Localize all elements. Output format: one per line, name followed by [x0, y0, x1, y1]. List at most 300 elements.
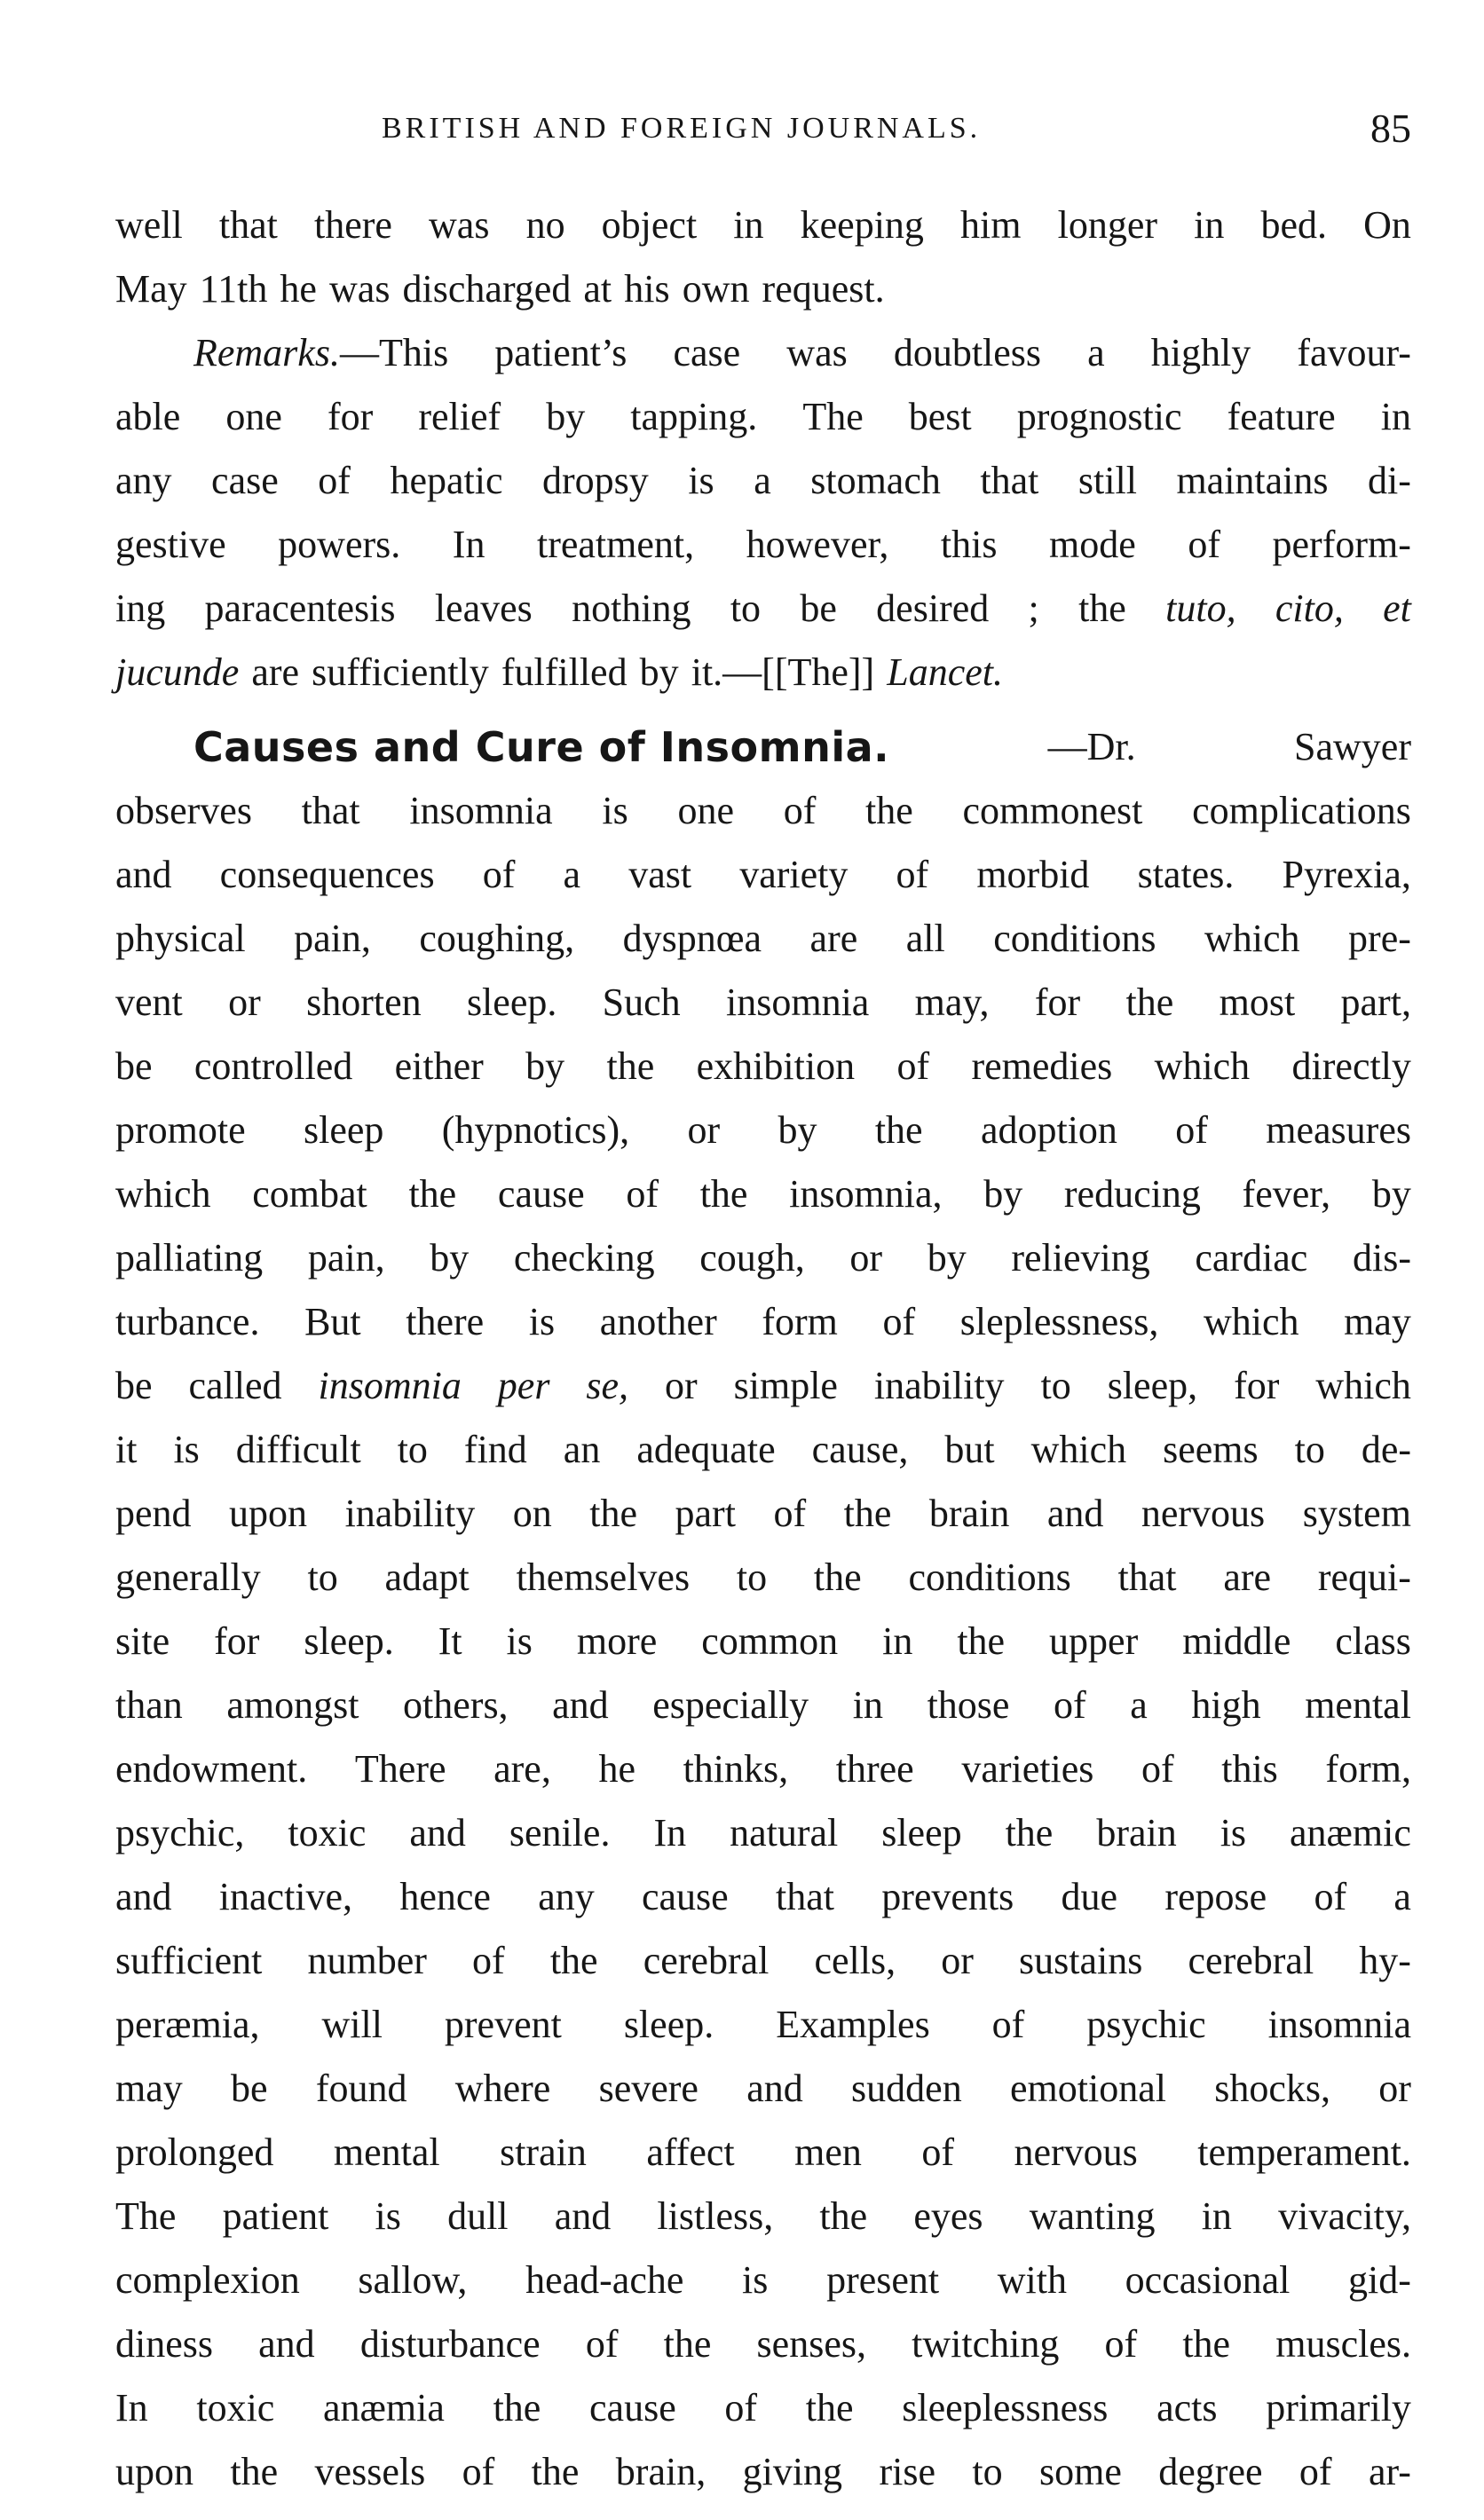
word: that: [1117, 1555, 1177, 1599]
word: occasional: [1125, 2258, 1291, 2302]
word: the: [1125, 980, 1174, 1024]
word: of: [1188, 523, 1220, 566]
word: dull: [447, 2194, 509, 2238]
word: a: [1130, 1683, 1148, 1727]
word: or: [941, 1939, 974, 1982]
word: the: [843, 1492, 892, 1535]
word: primarily: [1266, 2386, 1411, 2429]
word: be: [231, 2067, 268, 2110]
word: is: [528, 1300, 556, 1343]
word: for: [327, 395, 374, 438]
word: sleep.: [466, 980, 557, 1024]
word: morbid: [976, 853, 1090, 896]
word: May: [115, 267, 187, 311]
word: is: [375, 2194, 401, 2238]
word: are: [251, 650, 300, 694]
word: there: [406, 1300, 485, 1343]
word: It: [438, 1619, 462, 1663]
word: the: [819, 2194, 868, 2238]
word: conditions: [993, 917, 1156, 960]
word: anæmic: [1290, 1811, 1411, 1855]
word: for: [1034, 980, 1081, 1024]
word: however,: [746, 523, 889, 566]
word: a: [754, 459, 771, 502]
word: adequate: [636, 1428, 776, 1471]
text-line: [115, 971, 1411, 1035]
word: insomnia: [318, 1364, 462, 1407]
word: feature: [1227, 395, 1336, 438]
word: exhibition: [696, 1044, 856, 1088]
word: Pyrexia,: [1282, 853, 1411, 896]
word: high: [1191, 1683, 1261, 1727]
word: was: [329, 267, 391, 311]
word: ar-: [1368, 2450, 1411, 2493]
word: of: [896, 853, 929, 896]
word: of: [783, 789, 817, 832]
word: in: [1194, 203, 1225, 247]
word: that: [980, 459, 1039, 502]
text-line: [115, 843, 1411, 907]
word: patient’s: [494, 331, 628, 374]
word: degree: [1158, 2450, 1263, 2493]
text-line: [115, 907, 1411, 971]
word: Such: [602, 980, 681, 1024]
text-line: [115, 2440, 1411, 2504]
word: in: [1380, 395, 1411, 438]
text-line: [115, 1354, 1411, 1418]
word: measures: [1266, 1108, 1411, 1152]
word: nothing: [572, 587, 691, 630]
word: and: [115, 853, 172, 896]
word: in: [1201, 2194, 1232, 2238]
word: mental: [333, 2130, 440, 2174]
word: themselves: [516, 1555, 691, 1599]
word: of: [626, 1172, 659, 1216]
word: a: [1393, 1875, 1411, 1918]
word: to: [307, 1555, 338, 1599]
word: cause: [589, 2386, 676, 2429]
word: prevents: [881, 1875, 1014, 1918]
word: cerebral: [643, 1939, 770, 1982]
word: to: [730, 587, 762, 630]
word: variety: [739, 853, 849, 896]
word: system: [1302, 1492, 1411, 1535]
word: nervous: [1014, 2130, 1138, 2174]
word: by: [983, 1172, 1023, 1216]
word: muscles.: [1275, 2322, 1411, 2366]
word: men: [794, 2130, 862, 2174]
word: anæmia: [323, 2386, 445, 2429]
word: him: [960, 203, 1022, 247]
word: this: [940, 523, 998, 566]
running-title: BRITISH AND FOREIGN JOURNALS.: [382, 112, 982, 145]
word: sleep: [881, 1811, 962, 1855]
word: longer: [1057, 203, 1158, 247]
word: will: [321, 2003, 383, 2046]
word: to: [1040, 1364, 1071, 1407]
word: powers.: [278, 523, 401, 566]
word: In: [452, 523, 485, 566]
word: doubtless: [893, 331, 1042, 374]
word: the: [813, 1555, 862, 1599]
word: remedies: [971, 1044, 1113, 1088]
word: paracentesis: [204, 587, 396, 630]
insomnia-article-text: [115, 715, 1411, 2504]
word: his: [624, 267, 670, 311]
text-line: [115, 641, 1411, 705]
word: relieving: [1011, 1236, 1150, 1280]
text-line: [115, 449, 1411, 513]
word: by: [430, 1236, 470, 1280]
word: insomnia: [409, 789, 553, 832]
word: no: [525, 203, 565, 247]
word: sustains: [1019, 1939, 1143, 1982]
word: a: [563, 853, 581, 896]
text-line: [115, 385, 1411, 449]
word: vivacity,: [1278, 2194, 1411, 2238]
word: cause: [497, 1172, 585, 1216]
word: to: [397, 1428, 428, 1471]
word: checking: [513, 1236, 655, 1280]
word: sleeplessness: [902, 2386, 1109, 2429]
text-line: [115, 1099, 1411, 1162]
word: adoption: [980, 1108, 1117, 1152]
word: consequences: [219, 853, 435, 896]
text-line: [115, 1865, 1411, 1929]
word: On: [1363, 203, 1411, 247]
word: part: [675, 1492, 736, 1535]
word: the: [957, 1619, 1006, 1663]
word: the: [230, 2450, 279, 2493]
word: in: [882, 1619, 913, 1663]
word: upon: [115, 2450, 193, 2493]
word: or: [1378, 2067, 1411, 2110]
word: in: [852, 1683, 883, 1727]
word: by: [1371, 1172, 1411, 1216]
word: inability: [873, 1364, 1005, 1407]
text-line: [115, 1482, 1411, 1546]
word: of: [1175, 1108, 1208, 1152]
word: form: [762, 1300, 838, 1343]
word: controlled: [193, 1044, 353, 1088]
word: which: [1030, 1428, 1127, 1471]
word: stomach: [810, 459, 941, 502]
word: diness: [115, 2322, 213, 2366]
word: in: [733, 203, 764, 247]
word: sudden: [851, 2067, 962, 2110]
word: the: [493, 2386, 541, 2429]
page-number: 85: [1370, 106, 1411, 151]
word: wanting: [1029, 2194, 1156, 2238]
text-line: [115, 193, 1411, 257]
word: which: [115, 1172, 211, 1216]
word: and: [409, 1811, 466, 1855]
word: senile.: [509, 1811, 611, 1855]
word: be: [115, 1044, 153, 1088]
word: pain,: [307, 1236, 385, 1280]
word: reducing: [1063, 1172, 1201, 1216]
word: was: [786, 331, 848, 374]
word: repose: [1164, 1875, 1267, 1918]
word: for: [214, 1619, 260, 1663]
word: and: [746, 2067, 803, 2110]
word: on: [512, 1492, 552, 1535]
word: cause,: [811, 1428, 909, 1471]
word: shorten: [306, 980, 422, 1024]
word: is: [742, 2258, 769, 2302]
word: sallow,: [358, 2258, 468, 2302]
word: mode: [1049, 523, 1136, 566]
word: at: [583, 267, 612, 311]
word: 11th: [199, 267, 268, 311]
word: the: [606, 1044, 655, 1088]
word: insomnia: [1267, 2003, 1411, 2046]
word: all: [905, 917, 945, 960]
word: perform-: [1272, 523, 1411, 566]
word: or: [228, 980, 261, 1024]
word: turbance.: [115, 1300, 260, 1343]
word: nervous: [1141, 1492, 1266, 1535]
word: is: [173, 1428, 200, 1471]
word: hy-: [1359, 1939, 1411, 1982]
word: may,: [914, 980, 990, 1024]
word: which: [1315, 1364, 1411, 1407]
word: is: [1220, 1811, 1247, 1855]
word: cough,: [699, 1236, 805, 1280]
word: states.: [1137, 853, 1235, 896]
word: (hypnotics),: [441, 1108, 630, 1152]
word: be: [115, 1364, 153, 1407]
text-line: [115, 513, 1411, 577]
word: form,: [1325, 1747, 1411, 1791]
word: severe: [598, 2067, 699, 2110]
word: of: [482, 853, 516, 896]
word: giving: [742, 2450, 843, 2493]
word: and: [258, 2322, 315, 2366]
word: is: [602, 789, 628, 832]
word: by: [525, 1044, 565, 1088]
word: of: [773, 1492, 807, 1535]
word: The: [802, 395, 864, 438]
text-line: [115, 2121, 1411, 2185]
word: the: [699, 1172, 748, 1216]
word: fulfilled: [501, 650, 628, 694]
word: fever,: [1242, 1172, 1331, 1216]
word: bed.: [1260, 203, 1327, 247]
word: of: [896, 1044, 930, 1088]
word: that: [218, 203, 278, 247]
word: a: [1087, 331, 1105, 374]
word: physical: [115, 917, 246, 960]
word: favour-: [1297, 331, 1411, 374]
word: sufficiently: [312, 650, 489, 694]
text-line: [115, 1035, 1411, 1099]
word: se,: [586, 1364, 629, 1407]
word: coughing,: [419, 917, 575, 960]
word: of: [1104, 2322, 1138, 2366]
word: requi-: [1317, 1555, 1411, 1599]
word: promote: [115, 1108, 246, 1152]
text-line: [115, 2248, 1411, 2312]
word: emotional: [1009, 2067, 1166, 2110]
text-line: [115, 577, 1411, 641]
word: head-ache: [525, 2258, 684, 2302]
word: rise: [879, 2450, 935, 2493]
word: keeping: [800, 203, 924, 247]
word: the: [1182, 2322, 1231, 2366]
word: Sawyer: [1294, 725, 1411, 768]
word: some: [1038, 2450, 1122, 2493]
word: case: [211, 459, 279, 502]
word: sleep.: [623, 2003, 714, 2046]
word: may: [1344, 1300, 1411, 1343]
text-line: [115, 1610, 1411, 1673]
word: upper: [1049, 1619, 1139, 1663]
text-line: [115, 2057, 1411, 2121]
word: common: [701, 1619, 839, 1663]
word: adapt: [384, 1555, 470, 1599]
word: de-: [1361, 1428, 1411, 1471]
word: the: [1005, 1811, 1054, 1855]
word: where: [454, 2067, 551, 2110]
word: brain,: [615, 2450, 706, 2493]
word: than: [115, 1683, 183, 1727]
word: psychic: [1086, 2003, 1206, 2046]
word: seems: [1163, 1428, 1259, 1471]
previous-article-text: [115, 193, 1411, 705]
word: pain,: [294, 917, 371, 960]
word: observes: [115, 789, 252, 832]
word: he: [280, 267, 317, 311]
word: shocks,: [1214, 2067, 1331, 2110]
word: gid-: [1348, 2258, 1411, 2302]
word: another: [599, 1300, 717, 1343]
word: this: [1221, 1747, 1278, 1791]
word: tuto,: [1165, 587, 1236, 630]
word: sleplessness,: [959, 1300, 1159, 1343]
word: by: [546, 395, 586, 438]
word: of: [882, 1300, 916, 1343]
word: middle: [1182, 1619, 1291, 1663]
word: it: [115, 1428, 138, 1471]
word: inactive,: [218, 1875, 353, 1918]
text-line: [115, 1162, 1411, 1226]
word: the: [874, 1108, 923, 1152]
text-line: [115, 257, 1411, 321]
word: or: [665, 1364, 698, 1407]
word: inability: [344, 1492, 476, 1535]
word: Remarks.—This: [193, 331, 449, 374]
text-line: [115, 1226, 1411, 1290]
word: cito,: [1275, 587, 1344, 630]
word: which: [1154, 1044, 1251, 1088]
word: of: [921, 2130, 954, 2174]
word: The: [115, 2194, 177, 2238]
word: the: [408, 1172, 457, 1216]
word: insomnia,: [789, 1172, 943, 1216]
word: et: [1383, 587, 1411, 630]
word: are,: [493, 1747, 551, 1791]
word: for: [1234, 1364, 1280, 1407]
word: natural: [730, 1811, 839, 1855]
word: request.: [762, 267, 885, 311]
word: prevent: [444, 2003, 562, 2046]
word: best: [908, 395, 972, 438]
word: insomnia: [726, 980, 870, 1024]
text-line: [115, 321, 1411, 385]
word: there: [313, 203, 392, 247]
word: or: [687, 1108, 721, 1152]
word: Lancet.: [887, 650, 1004, 694]
word: by: [639, 650, 679, 694]
word: an: [563, 1428, 601, 1471]
text-line: [115, 1929, 1411, 1993]
word: own: [682, 267, 750, 311]
text-line: [115, 779, 1411, 843]
word: di-: [1368, 459, 1411, 502]
word: are: [809, 917, 858, 960]
text-line: [115, 1418, 1411, 1482]
word: acts: [1156, 2386, 1218, 2429]
word: dyspnœa: [622, 917, 762, 960]
word: and: [552, 1683, 609, 1727]
word: highly: [1150, 331, 1251, 374]
word: There: [354, 1747, 446, 1791]
word: jucunde: [115, 650, 240, 694]
text-line: [115, 1546, 1411, 1610]
word: especially: [652, 1683, 809, 1727]
word: senses,: [756, 2322, 866, 2366]
text-line: [115, 1801, 1411, 1865]
word: Examples: [776, 2003, 930, 2046]
word: sleep,: [1107, 1364, 1198, 1407]
word: of: [462, 2450, 495, 2493]
word: difficult: [235, 1428, 361, 1471]
word: leaves: [434, 587, 533, 630]
word: In: [115, 2386, 148, 2429]
word: to: [972, 2450, 1003, 2493]
text-line: [115, 1290, 1411, 1354]
word: endowment.: [115, 1747, 308, 1791]
word: was: [429, 203, 490, 247]
word: and: [554, 2194, 612, 2238]
text-line: [115, 2376, 1411, 2440]
word: conditions: [908, 1555, 1071, 1599]
word: relief: [418, 395, 501, 438]
word: affect: [646, 2130, 735, 2174]
word: the: [805, 2386, 854, 2429]
word: site: [115, 1619, 170, 1663]
word: and: [115, 1875, 172, 1918]
word: of: [724, 2386, 758, 2429]
word: dropsy: [542, 459, 649, 502]
word: In: [653, 1811, 687, 1855]
word: mental: [1305, 1683, 1411, 1727]
word: —Dr.: [1047, 725, 1136, 768]
word: that: [775, 1875, 834, 1918]
text-line: [115, 715, 1411, 779]
word: hence: [399, 1875, 491, 1918]
word: maintains: [1176, 459, 1329, 502]
word: disturbance: [359, 2322, 541, 2366]
word: the: [589, 1492, 638, 1535]
word: which: [1204, 917, 1300, 960]
word: that: [301, 789, 360, 832]
word: class: [1335, 1619, 1411, 1663]
word: toxic: [196, 2386, 275, 2429]
word: simple: [733, 1364, 838, 1407]
word: of: [1298, 2450, 1332, 2493]
